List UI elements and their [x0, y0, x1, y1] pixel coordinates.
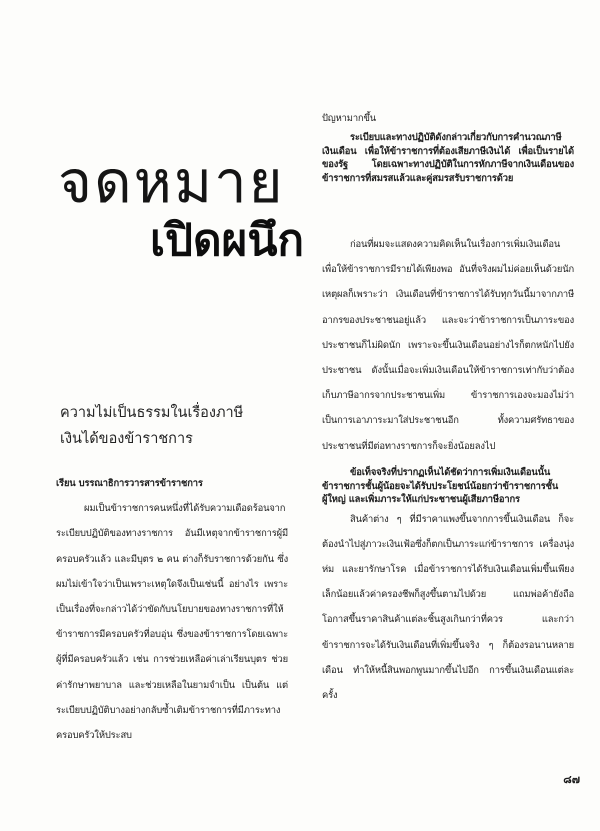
- headline-line-2: เงินได้ของข้าราชการ: [60, 431, 193, 447]
- masthead-subtitle: เปิดผนึก: [150, 215, 305, 266]
- right-column-bottom: [322, 466, 574, 708]
- salutation: เรียน บรรณาธิการวารสารข้าราชการ: [56, 478, 203, 489]
- page-number: ๘๗: [563, 773, 580, 786]
- right-column-middle: [322, 232, 574, 459]
- right-paragraph-2: สินค้าต่าง ๆ ที่มีราคาแพงขึ้นจากการขึ้นเงินเดือน ก็จะต้องนำไปสู่ภาวะเงินเฟ้อซึ่งก็ตกเป็นภาระแก่ข้าราชการ เครื่องนุ่งห่ม และยารักษาโรค เมื่อข้าราชการได้รับเงินเดือนเพิ่มขึ้นเพียงเล็กน้อยแล้วค่าครองชีพก็สูงขึ้นตามไปด้วย แถมพ่อค้ายังถือโอกาสขึ้นราคาสินค้าแต่ละชิ้นสูงเกินกว่าที่ควร และกว่าข้าราชการจะได้รับเงินเดือนที่เพิ่มขึ้นจริง ๆ ก็ต้องรอนานหลายเดือน ทำให้หนี้สินพอกพูนมากขึ้นไปอีก การขึ้นเงินเดือนแต่ละครั้ง: [322, 513, 574, 701]
- left-column: [56, 471, 288, 748]
- right-paragraph-1: ก่อนที่ผมจะแสดงความคิดเห็นในเรื่องการเพิ่มเงินเดือนเพื่อให้ข้าราชการมีรายได้เพียงพอ อันที่จริงผมไม่ค่อยเห็นด้วยนัก เหตุผลก็เพราะว่า เงินเดือนที่ข้าราชการได้รับทุกวันนี้มาจากภาษีอากรของประชาชนอยู่แล้ว และจะว่าข้าราชการเป็นภาระของประชาชนก็ไม่ผิดนัก เพราะจะขึ้นเงินเดือนอย่างไรก็ตกหนักไปยังประชาชน ดังนั้นเมื่อจะเพิ่มเงินเดือนให้ข้าราชการเท่ากับว่าต้องเก็บภาษีอากรจากประชาชนเพิ่ม ข้าราชการเองจะมองไม่ว่า เป็นการเอาภาระมาใส่ประชาชนอีก ทั้งความศรัทธาของประชาชนที่มีต่อทางราชการก็จะยิ่งน้อยลงไป: [322, 239, 574, 452]
- right-column-top: [322, 106, 574, 185]
- bold-passage: ระเบียบและทางปฏิบัติดังกล่าวเกี่ยวกับการคำนวณภาษีเงินเดือน เพื่อให้ข้าราชการที่ต้องเสียภาษีเงินได้ เพื่อเป็นรายได้ของรัฐ โดยเฉพาะทางปฏิบัติในการหักภาษีจากเงินเดือนของข้าราชการที่สมรสแล้วและคู่สมรสรับราชการด้วย: [322, 132, 574, 184]
- left-body-paragraph: ผมเป็นข้าราชการคนหนึ่งที่ได้รับความเดือดร้อนจากระเบียบปฏิบัติของทางราชการ อันมีเหตุจากข้าราชการผู้มีครอบครัวแล้ว และมีบุตร ๒ คน ต่างก็รับราชการด้วยกัน ซึ่งผมไม่เข้าใจว่าเป็นเพราะเหตุใดจึงเป็นเช่นนี้ อย่างไร เพราะเป็นเรื่องที่จะกล่าวได้ว่าขัดกับนโยบายของทางราชการที่ให้ข้าราชการมีครอบครัวที่อบอุ่น ซึ่งของข้าราชการโดยเฉพาะผู้ที่มีครอบครัวแล้ว เช่น การช่วยเหลือค่าเล่าเรียนบุตร ช่วยค่ารักษาพยาบาล และช่วยเหลือในยามจำเป็น เป็นต้น แต่ระเบียบปฏิบัติบางอย่างกลับซ้ำเติมข้าราชการที่มีภาระทางครอบครัวให้ประสบ: [56, 503, 288, 742]
- masthead-title: จดหมาย: [58, 148, 285, 216]
- continuation-text: ปัญหามากขึ้น: [322, 113, 376, 124]
- bold-passage-2: ข้อเท็จจริงที่ปรากฏเห็นได้ชัดว่าการเพิ่มเงินเดือนนั้นข้าราชการชั้นผู้น้อยจะได้รับประโยชน์น้อยกว่าข้าราชการชั้นผู้ใหญ่ และเพิ่มภาระให้แก่ประชาชนผู้เสียภาษีอากร: [322, 467, 559, 505]
- article-headline: [60, 400, 300, 452]
- headline-line-1: ความไม่เป็นธรรมในเรื่องภาษี: [60, 405, 244, 421]
